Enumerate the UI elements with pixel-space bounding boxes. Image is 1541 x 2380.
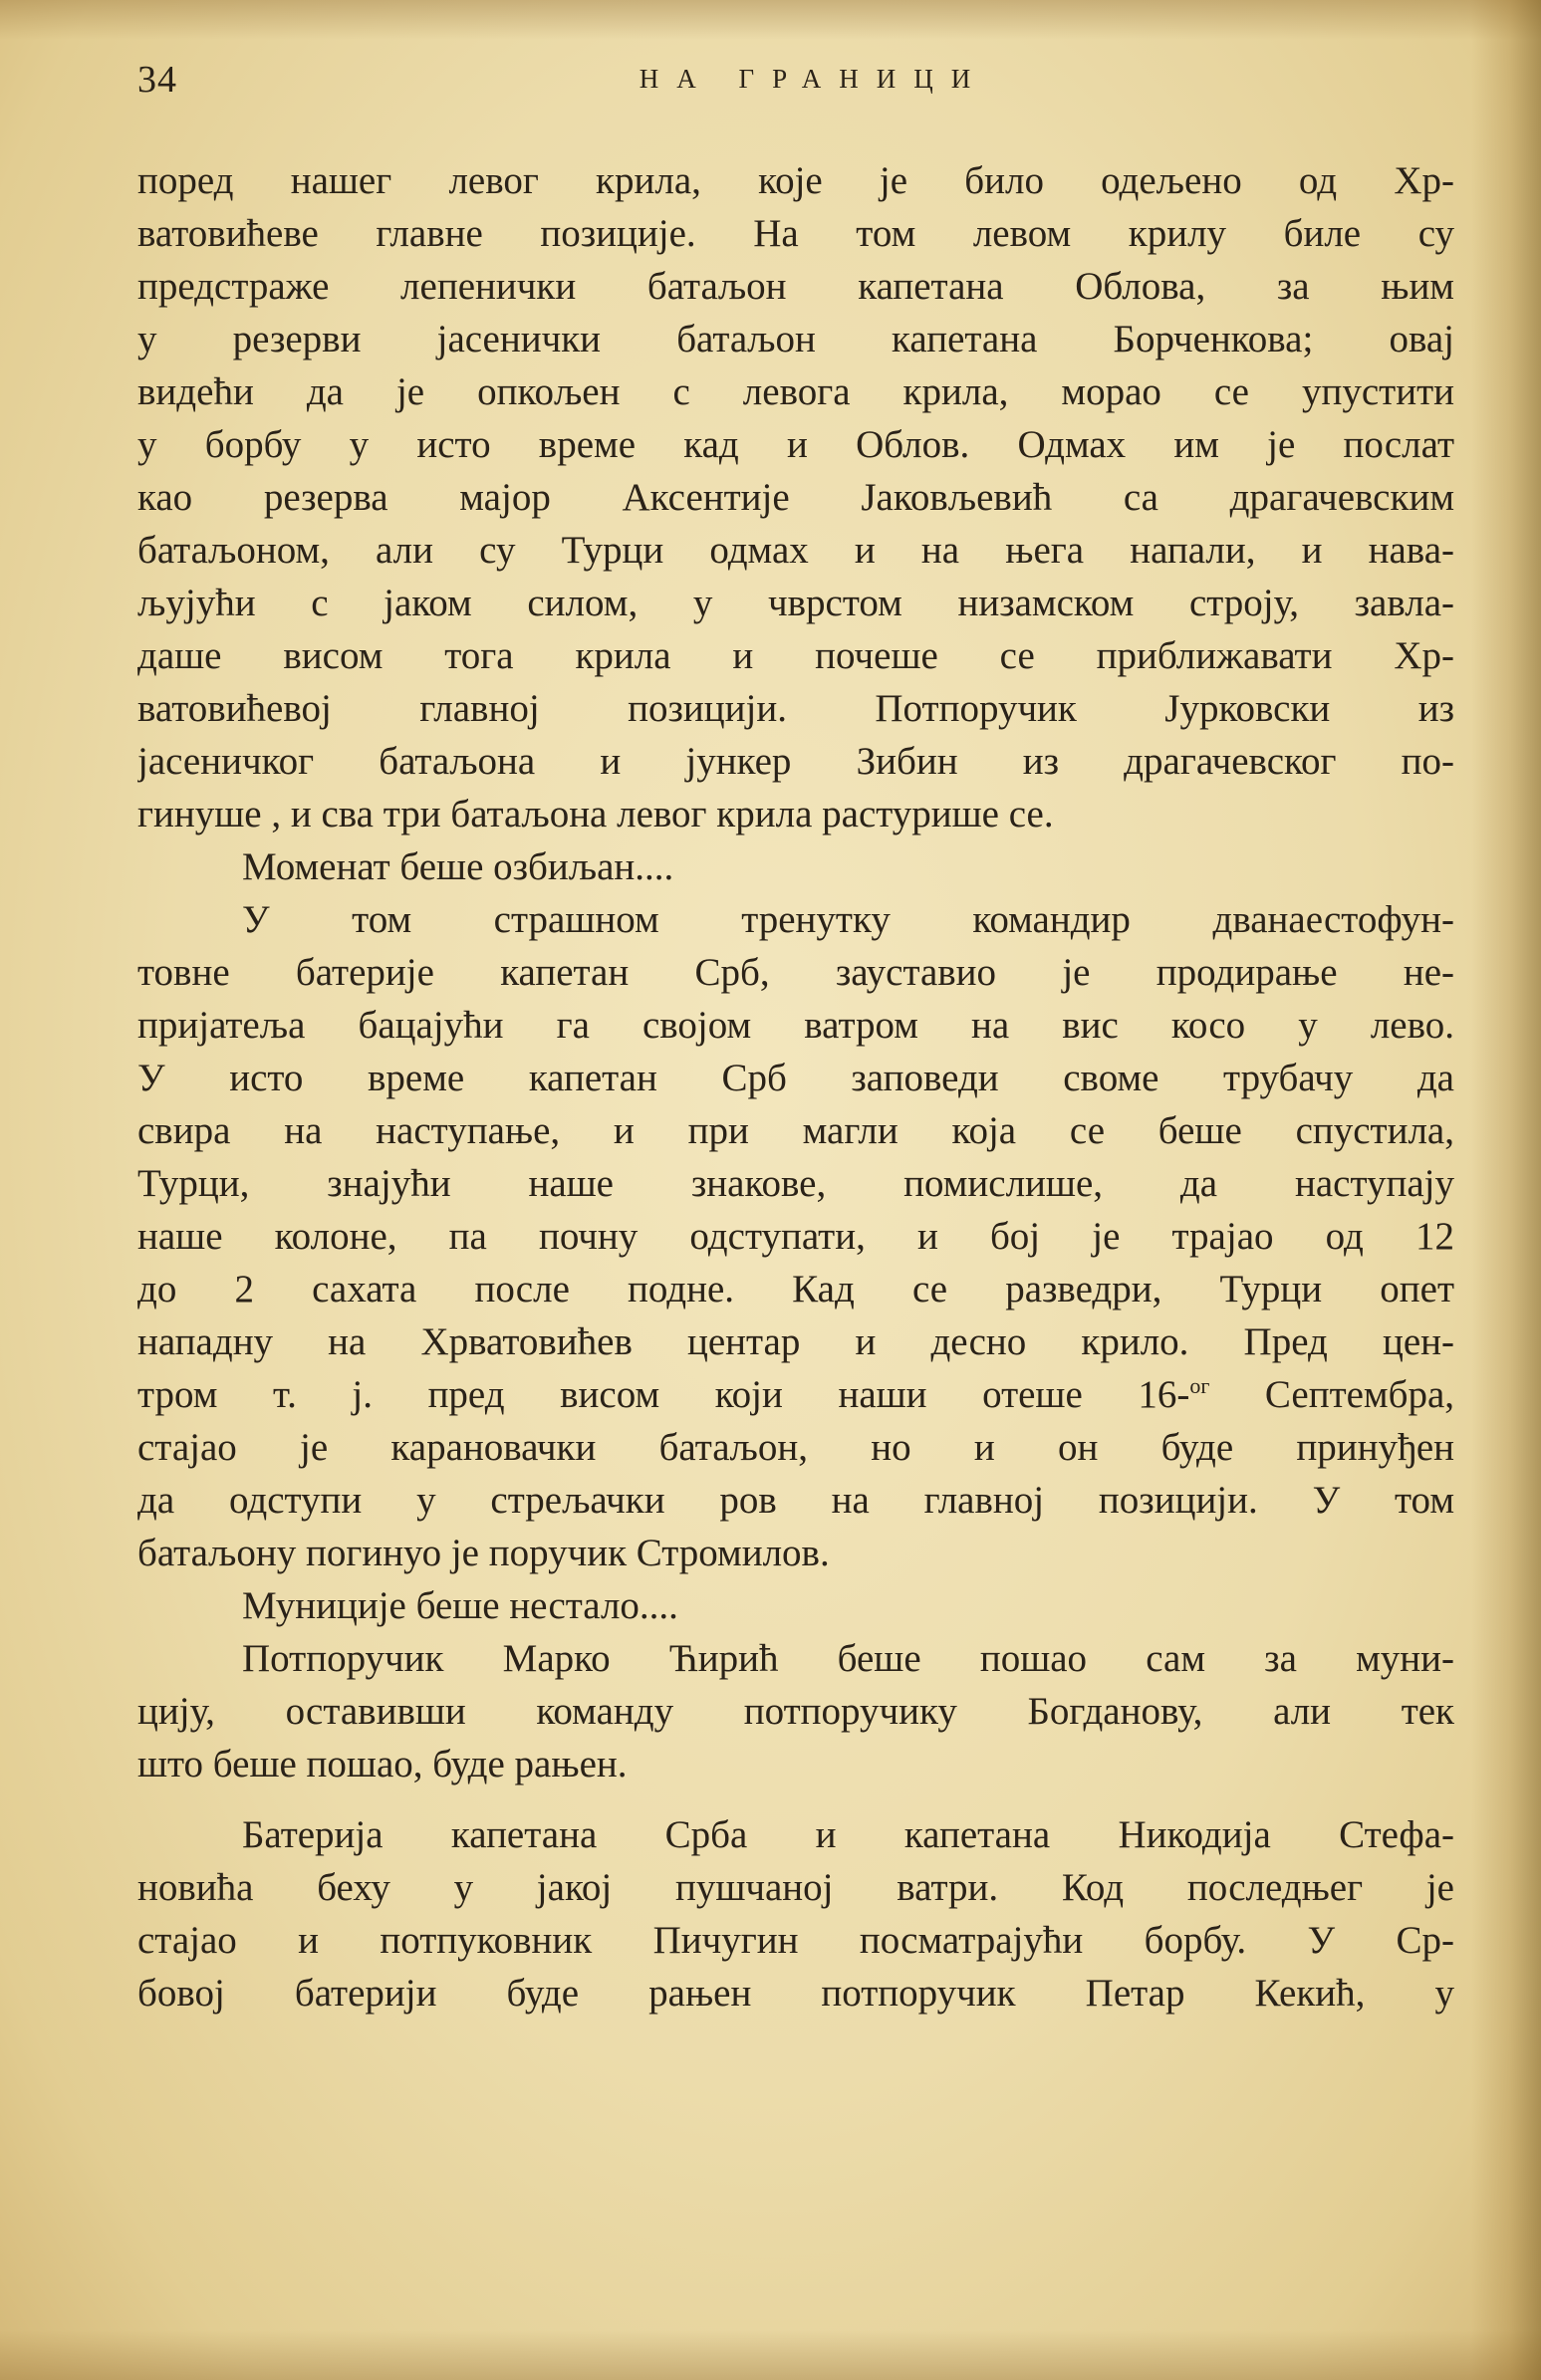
text-line: бовој батерији буде рањен потпоручик Петар Кекић, у bbox=[137, 1972, 1454, 2015]
text-line-part: тром т. ј. пред висом који наши отеше 16- bbox=[137, 1373, 1190, 1416]
text-line: У исто време капетан Срб заповеди своме трубачу да bbox=[137, 1057, 1454, 1099]
text-line: што беше пошао, буде рањен. bbox=[137, 1743, 628, 1785]
text-line: стајао је карановачки батаљон, но и он буде принуђен bbox=[137, 1426, 1454, 1469]
text-line: ватовићевој главној позицији. Потпоручик Јурковски из bbox=[137, 687, 1454, 730]
page-edge-bottom bbox=[0, 2330, 1541, 2380]
text-line-with-superscript bbox=[137, 1368, 1454, 1421]
text-line: до 2 сахата после подне. Кад се разведри, Турци опет bbox=[137, 1268, 1454, 1310]
text-line: у резерви јасенички батаљон капетана Борченкова; овај bbox=[137, 318, 1454, 360]
text-line: даше висом тога крила и почеше се приближавати Хр- bbox=[137, 634, 1454, 677]
text-line: љујући с јаком силом, у чврстом низамском строју, завла- bbox=[137, 582, 1454, 624]
text-line: ватовићеве главне позиције. На том левом крилу биле су bbox=[137, 212, 1454, 255]
text-line: новића беху у јакој пушчаној ватри. Код последњег је bbox=[137, 1866, 1454, 1909]
text-line: гинуше , и сва три батаљона левог крила растурише се. bbox=[137, 793, 1054, 835]
text-line: Муниције беше нестало.... bbox=[242, 1584, 678, 1627]
text-line: стајао и потпуковник Пичугин посматрајући борбу. У Ср- bbox=[137, 1919, 1454, 1962]
text-line: поред нашег левог крила, које је било одељено од Хр- bbox=[137, 159, 1454, 202]
page-edge-top bbox=[0, 0, 1541, 40]
text-line: Моменат беше озбиљан.... bbox=[242, 845, 674, 888]
text-line: видећи да је опкољен с левога крила, морао се упустити bbox=[137, 370, 1454, 413]
text-line: Турци, знајући наше знакове, помислише, да наступају bbox=[137, 1162, 1454, 1205]
running-title: НА ГРАНИЦИ bbox=[639, 64, 989, 94]
paragraph-gap bbox=[137, 1790, 1454, 1808]
text-line: товне батерије капетан Срб, зауставио је продирање не- bbox=[137, 951, 1454, 994]
body-text bbox=[137, 154, 1454, 2020]
text-line: Батерија капетана Срба и капетана Никодија Стефа- bbox=[242, 1813, 1454, 1856]
text-line: да одступи у стрељачки ров на главној позицији. У том bbox=[137, 1479, 1454, 1522]
text-line: у борбу у исто време кад и Облов. Одмах им је послат bbox=[137, 423, 1454, 466]
text-line: јасеничког батаљона и јункер Зибин из драгачевског по- bbox=[137, 740, 1454, 783]
text-line: нападну на Хрватовићев центар и десно крило. Пред цен- bbox=[137, 1320, 1454, 1363]
text-line: предстраже лепенички батаљон капетана Облова, за њим bbox=[137, 265, 1454, 308]
page-header bbox=[137, 58, 1454, 108]
text-line: као резерва мајор Аксентије Јаковљевић са драгачевским bbox=[137, 476, 1454, 519]
ordinal-superscript: ог bbox=[1189, 1373, 1210, 1398]
text-line: свира на наступање, и при магли која се беше спустила, bbox=[137, 1109, 1454, 1152]
text-line: У том страшном тренутку командир дванаестофун- bbox=[242, 898, 1454, 941]
text-line: пријатеља бацајући га својом ватром на вис косо у лево. bbox=[137, 1004, 1454, 1047]
text-line: Потпоручик Марко Ћирић беше пошао сам за муни- bbox=[242, 1637, 1454, 1680]
text-line: наше колоне, па почну одступати, и бој је трајао од 12 bbox=[137, 1215, 1454, 1258]
text-line: батаљоном, али су Турци одмах и на њега напали, и нава- bbox=[137, 529, 1454, 572]
page-number: 34 bbox=[137, 59, 177, 101]
text-line-part: Септембра, bbox=[1209, 1373, 1454, 1416]
text-line: батаљону погинуо је поручик Стромилов. bbox=[137, 1532, 830, 1574]
page-edge-right bbox=[1471, 0, 1541, 2380]
text-line: цију, оставивши команду потпоручику Богданову, али тек bbox=[137, 1690, 1454, 1733]
